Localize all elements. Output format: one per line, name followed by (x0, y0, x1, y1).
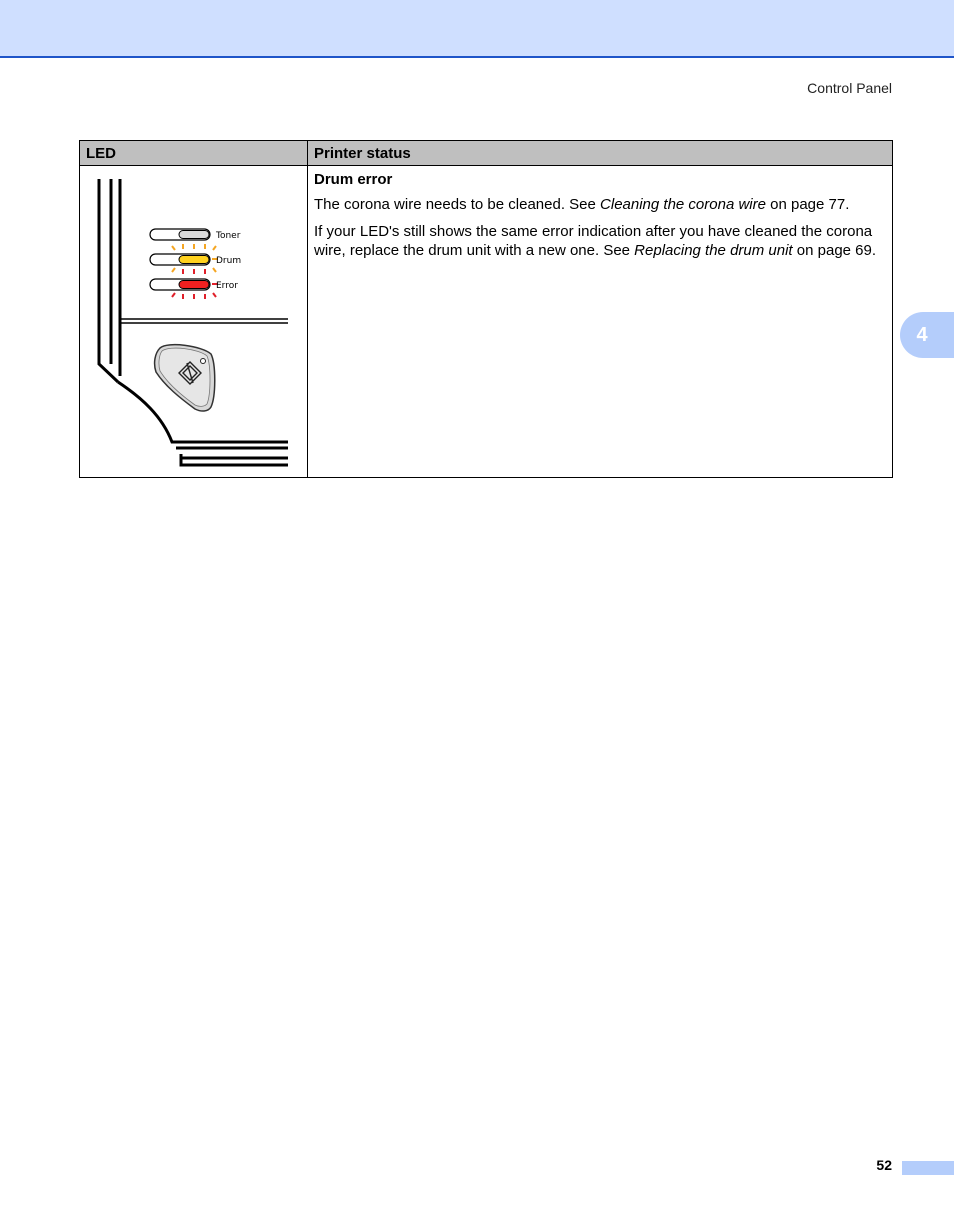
printer-status-cell (308, 166, 893, 478)
go-button[interactable] (155, 345, 215, 411)
led-toner (150, 229, 241, 241)
status-paragraph-2 (314, 222, 886, 260)
led-label-toner: Toner (216, 231, 241, 241)
column-header-led: LED (80, 141, 308, 166)
led-illustration-cell (80, 166, 308, 478)
link-cleaning-corona-wire[interactable]: Cleaning the corona wire (600, 196, 766, 213)
table-header-row (80, 141, 893, 166)
paragraph-1-page-ref: on page 77. (765, 196, 850, 213)
led-status-table (79, 140, 893, 478)
go-indicator-icon (201, 359, 206, 364)
paragraph-2-text: If your LED's still shows the same error indication after you have cleaned the corona wire, replace the drum unit with a new one. See (314, 223, 873, 259)
column-header-printer-status: Printer status (308, 141, 893, 166)
status-title: Drum error (314, 171, 393, 188)
error-light (179, 281, 209, 289)
control-panel-illustration (80, 166, 308, 472)
paragraph-2-page-ref: on page 69. (792, 242, 877, 259)
toner-light (179, 231, 209, 239)
led-label-error: Error (216, 281, 238, 291)
chapter-number: 4 (916, 323, 928, 346)
led-drum (150, 244, 241, 274)
panel-divider (120, 319, 288, 323)
led-label-drum: Drum (216, 256, 242, 266)
chapter-tab (900, 312, 954, 358)
page-number: 52 (876, 1157, 892, 1173)
paragraph-1-text: The corona wire needs to be cleaned. See (314, 196, 601, 213)
link-replacing-drum-unit[interactable]: Replacing the drum unit (634, 242, 793, 259)
status-paragraph-1 (314, 195, 886, 214)
footer-tab (902, 1161, 954, 1175)
led-error (150, 269, 238, 299)
panel-outline (99, 179, 288, 465)
section-title: Control Panel (807, 80, 892, 96)
table-row (80, 166, 893, 478)
drum-light (179, 256, 209, 264)
header-band (0, 0, 954, 58)
